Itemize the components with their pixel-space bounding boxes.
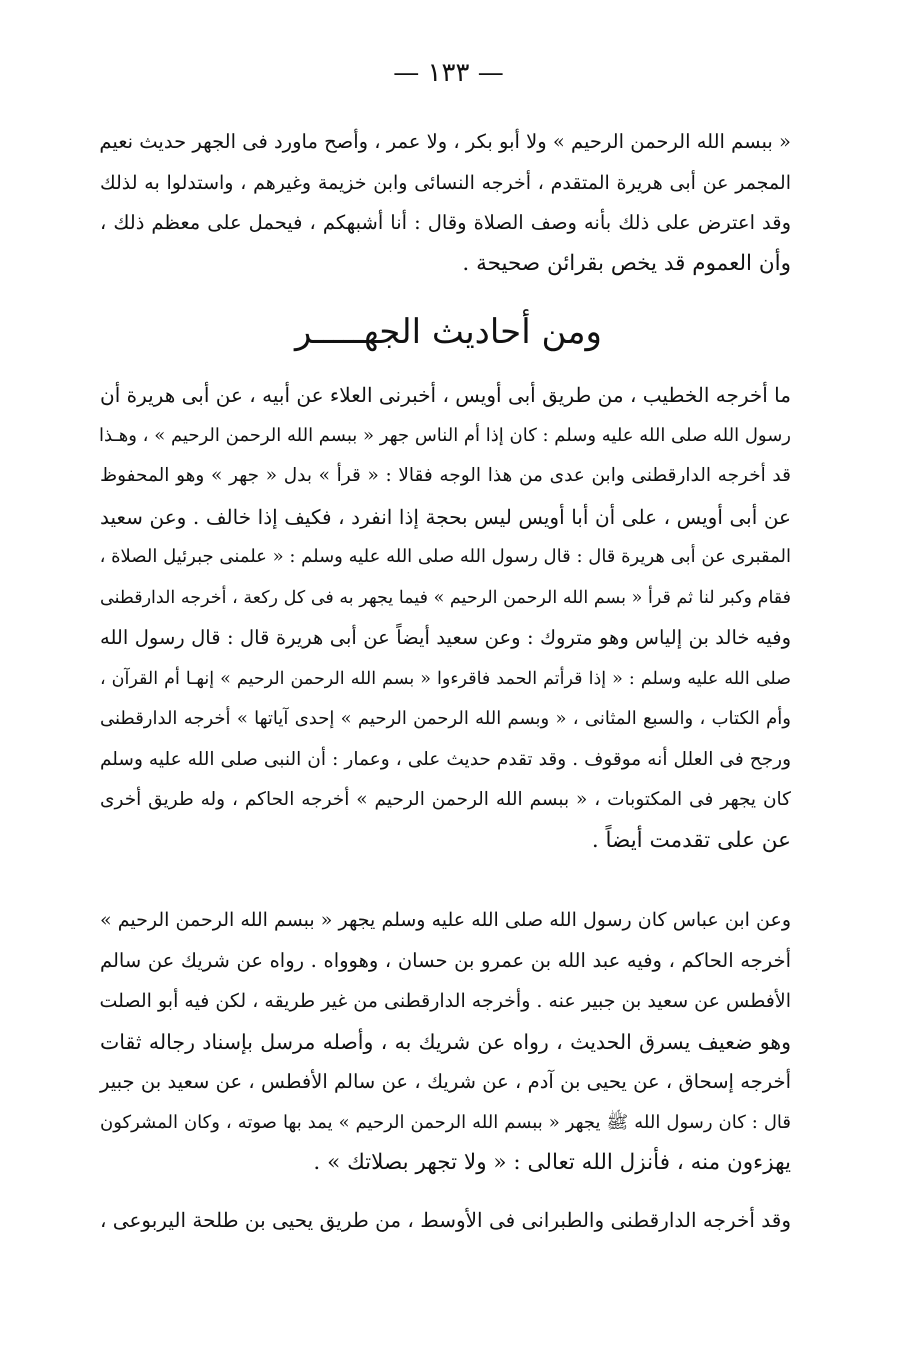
text-line: أخرجه إسحاق ، عن يحيى بن آدم ، عن شريك ، عن سالم الأفطس ، عن سعيد بن جبير [100, 1070, 791, 1093]
text-line: وهو ضعيف يسرق الحديث ، رواه عن شريك به ، وأصله مرسل بإسناد رجاله ثقات [100, 1029, 791, 1054]
text-line: المجمر عن أبى هريرة المتقدم ، أخرجه النسائى وابن خزيمة وغيرهم ، واستدلوا به لذلك [100, 171, 791, 194]
text-line: وفيه خالد بن إلياس وهو متروك : وعن سعيد أيضاً عن أبى هريرة قال : قال رسول الله [100, 626, 791, 649]
text-line: صلى الله عليه وسلم : « إذا قرأتم الحمد فاقرءوا « بسم الله الرحمن الرحيم » إنهـا أم القرآن ، [100, 668, 791, 689]
text-line: وعن ابن عباس كان رسول الله صلى الله عليه وسلم يجهر « ببسم الله الرحمن الرحيم » [100, 909, 791, 931]
text-line: رسول الله صلى الله عليه وسلم : كان إذا أم الناس جهر « ببسم الله الرحمن الرحيم » ، وهـذا [99, 424, 791, 446]
paragraph-2 [100, 900, 791, 1184]
text-line: « ببسم الله الرحمن الرحيم » ولا أبو بكر ، ولا عمر ، وأصح ماورد فى الجهر حديث نعيم [99, 130, 791, 153]
text-line: وقد اعترض على ذلك بأنه وصف الصلاة وقال : أنا أشبهكم ، فيحمل على معظم ذلك ، [100, 211, 791, 234]
text-line: أخرجه الحاكم ، وفيه عبد الله بن عمرو بن حسان ، وهوواه . رواه عن شريك عن سالم [100, 948, 791, 972]
text-line: المقبرى عن أبى هريرة قال : قال رسول الله صلى الله عليه وسلم : « علمنى جبرئيل الصلاة ، [99, 546, 791, 567]
text-line: وأم الكتاب ، والسبع المثانى ، « وبسم الله الرحمن الرحيم » إحدى آياتها » أخرجه الدارقطنى [100, 708, 791, 729]
paragraph-1 [100, 375, 791, 861]
text-line: يهزءون منه ، فأنزل الله تعالى : « ولا تجهر بصلاتك » . [313, 1150, 791, 1175]
text-line: عن أبى أويس ، على أن أبا أويس ليس بحجة إذا انفرد ، فكيف إذا خالف . وعن سعيد [100, 504, 791, 529]
text-line: وقد أخرجه الدارقطنى والطبرانى فى الأوسط ، من طريق يحيى بن طلحة اليربوعى ، [99, 1208, 791, 1232]
text-line: وأن العموم قد يخص بقرائن صحيحة . [462, 250, 791, 276]
paragraph-3 [100, 1200, 791, 1241]
text-line: كان يجهر فى المكتوبات ، « ببسم الله الرحمن الرحيم » أخرجه الحاكم ، وله طريق أخرى [100, 789, 791, 810]
intro-paragraph [100, 122, 791, 284]
text-line: ورجح فى العلل أنه موقوف . وقد تقدم حديث على ، وعمار : أن النبى صلى الله عليه وسلم [100, 748, 791, 770]
page-number: — ١٣٣ — [393, 58, 504, 88]
text-line: قد أخرجه الدارقطنى وابن عدى من هذا الوجه فقالا : « قرأ » بدل « جهر » وهو المحفوظ [100, 465, 791, 486]
text-line: الأفطس عن سعيد بن جبير عنه . وأخرجه الدارقطنى من غير طريقه ، لكن فيه أبو الصلت [99, 990, 791, 1012]
text-line: عن على تقدمت أيضاً . [591, 827, 791, 853]
text-line: ما أخرجه الخطيب ، من طريق أبى أويس ، أخبرنى العلاء عن أبيه ، عن أبى هريرة أن [100, 383, 791, 407]
text-line: فقام وكبر لنا ثم قرأ « بسم الله الرحمن الرحيم » فيما يجهر به فى كل ركعة ، أخرجه الدارقطنى [100, 587, 791, 608]
section-heading: ومن أحاديث الجهـــــر [295, 312, 602, 352]
text-line: قال : كان رسول الله ﷺ يجهر « ببسم الله الرحمن الرحيم » يمد بها صوته ، وكان المشركون [100, 1111, 791, 1133]
